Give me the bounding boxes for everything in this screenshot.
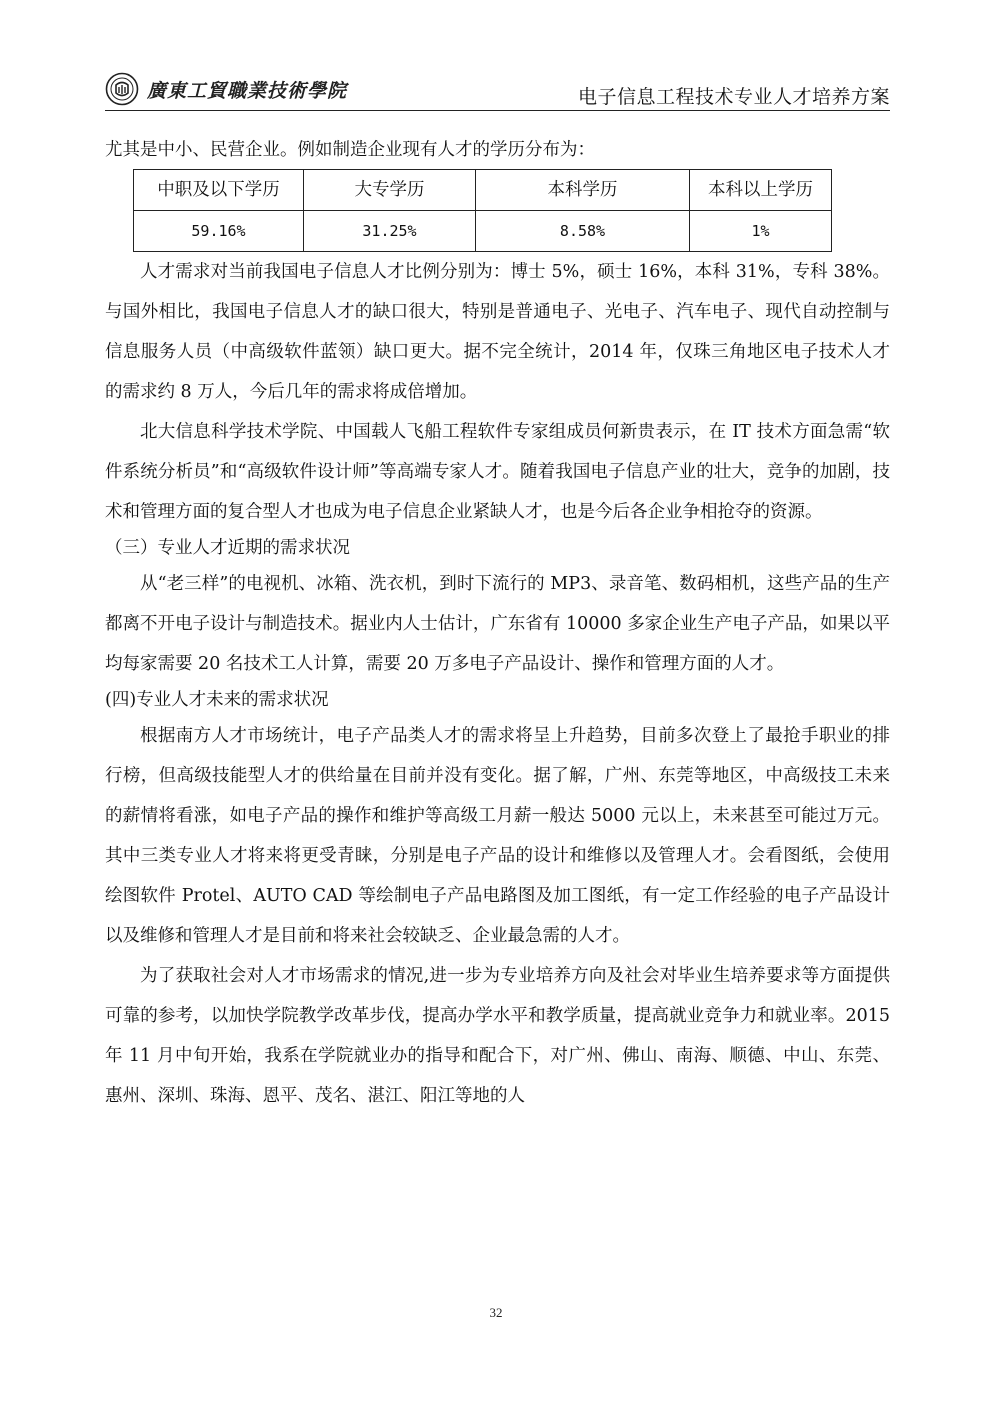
paragraph-talent-ratio: 人才需求对当前我国电子信息人才比例分别为：博士 5%，硕士 16%，本科 31%，专科 38%。与国外相比，我国电子信息人才的缺口很大，特别是普通电子、光电子、汽车电子、现代自动控制与信息服务人员（中高级软件蓝领）缺口更大。据不完全统计，2014 年，仅珠三角地区电子技术人才的需求约 8 万人，今后几年的需求将成倍增加。 <box>105 262 890 402</box>
table-header-cell: 大专学历 <box>304 170 476 211</box>
school-name-logo-text: 廣東工貿職業技術學院 <box>147 79 348 102</box>
header-divider <box>105 110 890 111</box>
table-cell: 8.58% <box>476 211 690 252</box>
page-header <box>105 70 890 110</box>
table-header-row <box>134 170 832 211</box>
school-seal-icon <box>105 72 139 106</box>
table-cell: 31.25% <box>304 211 476 252</box>
section-heading-future-demand: (四)专业人才未来的需求状况 <box>105 690 329 710</box>
paragraph-high-end-talent: 北大信息科学技术学院、中国载人飞船工程软件专家组成员何新贵表示，在 IT 技术方面急需“软件系统分析员”和“高级软件设计师”等高端专家人才。随着我国电子信息产业的壮大，竞争的加剧，技术和管理方面的复合型人才也成为电子信息企业紧缺人才，也是今后各企业争相抢夺的资源。 <box>105 422 890 522</box>
table-header-cell: 中职及以下学历 <box>134 170 304 211</box>
paragraph-survey-intro: 为了获取社会对人才市场需求的情况,进一步为专业培养方向及社会对毕业生培养要求等方面提供可靠的参考，以加快学院教学改革步伐，提高办学水平和教学质量，提高就业竞争力和就业率。2015 年 11 月中旬开始，我系在学院就业办的指导和配合下，对广州、佛山、南海、顺德、中山、东莞、惠州、深圳、珠海、恩平、茂名、湛江、阳江等地的人 <box>105 966 890 1106</box>
section-heading-recent-demand: （三）专业人才近期的需求状况 <box>105 538 350 558</box>
document-title: 电子信息工程技术专业人才培养方案 <box>577 86 890 108</box>
page-body <box>105 137 890 1116</box>
education-distribution-table <box>133 169 832 252</box>
table-row <box>134 211 832 252</box>
table-cell: 1% <box>690 211 832 252</box>
paragraph-future-demand: 根据南方人才市场统计，电子产品类人才的需求将呈上升趋势，目前多次登上了最抢手职业的排行榜，但高级技能型人才的供给量在目前并没有变化。据了解，广州、东莞等地区，中高级技工未来的薪情将看涨，如电子产品的操作和维护等高级工月薪一般达 5000 元以上，未来甚至可能过万元。其中三类专业人才将来将更受青睐，分别是电子产品的设计和维修以及管理人才。会看图纸，会使用绘图软件 Protel、AUTO CAD 等绘制电子产品电路图及加工图纸，有一定工作经验的电子产品设计以及维修和管理人才是目前和将来社会较缺乏、企业最急需的人才。 <box>105 726 890 946</box>
paragraph-recent-demand: 从“老三样”的电视机、冰箱、洗衣机，到时下流行的 MP3、录音笔、数码相机，这些产品的生产都离不开电子设计与制造技术。据业内人士估计，广东省有 10000 多家企业生产电子产品，如果以平均每家需要 20 名技术工人计算，需要 20 万多电子产品设计、操作和管理方面的人才。 <box>105 574 890 674</box>
intro-line: 尤其是中小、民营企业。例如制造企业现有人才的学历分布为： <box>105 140 595 160</box>
table-header-cell: 本科以上学历 <box>690 170 832 211</box>
school-logo <box>105 72 347 106</box>
table-cell: 59.16% <box>134 211 304 252</box>
page-number: 32 <box>489 1305 503 1320</box>
table-header-cell: 本科学历 <box>476 170 690 211</box>
